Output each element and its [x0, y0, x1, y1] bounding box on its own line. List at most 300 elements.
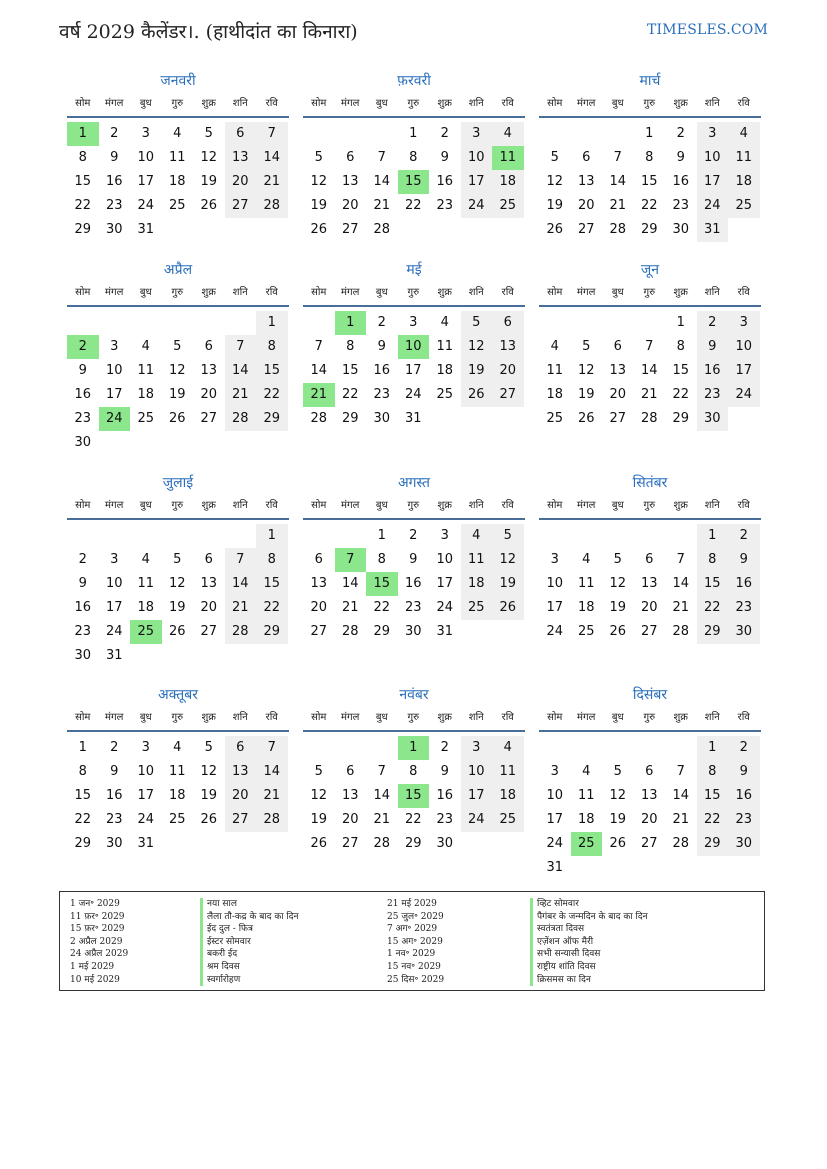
day-cell: 14	[225, 359, 257, 383]
day-cell: 4	[492, 736, 524, 760]
day-cell: 17	[105, 600, 123, 615]
weekday-label: रवि	[265, 712, 278, 723]
day-cell: 22	[74, 198, 92, 213]
day-cell: 20	[609, 387, 627, 402]
legend-date: 15 नव॰ 2029	[387, 961, 441, 972]
day-cell: 8	[256, 335, 288, 359]
day-cell: 2	[78, 552, 87, 567]
day-cell: 10	[105, 363, 123, 378]
day-cell: 12	[492, 548, 524, 572]
weekday-label: सोम	[75, 712, 91, 723]
day-cell: 6	[204, 339, 213, 354]
day-cell: 11	[577, 788, 595, 803]
day-cell: 22	[404, 812, 422, 827]
weekday-header	[303, 283, 525, 307]
day-cell: 21	[373, 198, 391, 213]
legend-dates-left	[70, 898, 190, 986]
day-cell: 18	[137, 600, 155, 615]
day-cell: 10	[546, 576, 564, 591]
weekday-label: बुध	[611, 287, 624, 298]
day-cell: 11	[137, 363, 155, 378]
day-cell: 18	[492, 784, 524, 808]
day-cell: 2	[728, 524, 760, 548]
legend-holiday-name: श्रम दिवस	[200, 961, 380, 974]
day-cell: 17	[546, 600, 564, 615]
day-cell: 14	[225, 572, 257, 596]
day-cell: 27	[640, 836, 658, 851]
day-cell: 29	[74, 836, 92, 851]
day-cell: 18	[168, 788, 186, 803]
day-cell: 30	[697, 407, 729, 431]
day-cell: 14	[373, 788, 391, 803]
day-cell: 17	[461, 784, 493, 808]
day-cell: 27	[640, 624, 658, 639]
day-cell: 4	[728, 122, 760, 146]
day-cell: 3	[440, 528, 449, 543]
weekday-label: मंगल	[577, 712, 596, 723]
legend-date: 7 अग॰ 2029	[387, 924, 438, 935]
weekday-label: बुध	[611, 712, 624, 723]
day-cell: 18	[577, 812, 595, 827]
day-cell: 3	[409, 315, 418, 330]
day-cell: 14	[310, 363, 328, 378]
day-cell: 4	[141, 552, 150, 567]
brand-link[interactable]: TIMESLES.COM	[647, 22, 768, 38]
day-cell: 10	[105, 576, 123, 591]
weekday-header	[303, 708, 525, 732]
day-cell: 2	[676, 126, 685, 141]
day-cell: 6	[645, 764, 654, 779]
day-cell: 7	[225, 548, 257, 572]
day-cell: 2	[409, 528, 418, 543]
day-cell: 5	[492, 524, 524, 548]
day-cell: 21	[341, 600, 359, 615]
day-cell: 20	[200, 387, 218, 402]
legend-holiday-name: स्वतंत्रता दिवस	[530, 923, 760, 936]
weekday-label: शुक्र	[673, 500, 688, 511]
weekday-label: रवि	[265, 500, 278, 511]
day-cell: 7	[256, 122, 288, 146]
day-cell: 9	[728, 760, 760, 784]
day-cell: 17	[105, 387, 123, 402]
day-cell: 11	[546, 363, 564, 378]
day-cell: 7	[256, 736, 288, 760]
day-cell: 10	[137, 764, 155, 779]
holiday-day-cell: 1	[335, 311, 367, 335]
day-cell: 16	[373, 363, 391, 378]
day-cell: 2	[377, 315, 386, 330]
day-cell: 1	[256, 524, 288, 548]
weekday-label: गुरु	[643, 500, 656, 511]
day-cell: 11	[168, 150, 186, 165]
day-cell: 13	[200, 576, 218, 591]
weekday-label: मंगल	[341, 712, 360, 723]
day-cell: 31	[546, 860, 564, 875]
day-cell: 11	[577, 576, 595, 591]
weekday-label: बुध	[375, 287, 388, 298]
day-cell: 30	[672, 222, 690, 237]
day-cell: 17	[137, 788, 155, 803]
holiday-day-cell: 1	[398, 736, 430, 760]
day-cell: 3	[550, 552, 559, 567]
weekday-label: शनि	[468, 98, 484, 109]
weekday-label: शुक्र	[437, 98, 452, 109]
weekday-label: गुरु	[643, 287, 656, 298]
month-calendar	[539, 70, 761, 262]
day-cell: 9	[676, 150, 685, 165]
weekday-label: शुक्र	[437, 712, 452, 723]
holiday-day-cell: 11	[492, 146, 524, 170]
day-cell: 5	[613, 552, 622, 567]
day-cell: 24	[546, 624, 564, 639]
day-cell: 15	[74, 788, 92, 803]
day-cell: 19	[609, 600, 627, 615]
day-grid	[539, 307, 761, 451]
legend-holiday-name: एज़ेंशन ऑफ मैरी	[530, 936, 760, 949]
day-cell: 28	[672, 624, 690, 639]
day-cell: 2	[110, 126, 119, 141]
month-calendar	[539, 684, 761, 876]
weekday-label: बुध	[611, 500, 624, 511]
day-cell: 19	[461, 359, 493, 383]
day-cell: 7	[314, 339, 323, 354]
day-cell: 16	[105, 788, 123, 803]
legend-date: 15 अग॰ 2029	[387, 936, 443, 947]
day-cell: 21	[373, 812, 391, 827]
day-cell: 22	[373, 600, 391, 615]
day-cell: 15	[640, 174, 658, 189]
weekday-label: रवि	[737, 98, 750, 109]
day-cell: 29	[373, 624, 391, 639]
day-cell: 5	[173, 552, 182, 567]
weekday-label: गुरु	[407, 287, 420, 298]
weekday-label: गुरु	[171, 98, 184, 109]
weekday-label: सोम	[311, 500, 327, 511]
weekday-label: शुक्र	[201, 712, 216, 723]
day-cell: 18	[168, 174, 186, 189]
day-cell: 4	[461, 524, 493, 548]
day-cell: 16	[105, 174, 123, 189]
day-cell: 12	[168, 576, 186, 591]
weekday-label: सोम	[75, 500, 91, 511]
weekday-header	[303, 94, 525, 118]
day-cell: 19	[577, 387, 595, 402]
day-cell: 9	[78, 363, 87, 378]
day-cell: 12	[310, 788, 328, 803]
day-cell: 21	[609, 198, 627, 213]
day-cell: 17	[546, 812, 564, 827]
day-cell: 23	[404, 600, 422, 615]
day-cell: 5	[613, 764, 622, 779]
day-cell: 18	[577, 600, 595, 615]
weekday-header	[67, 708, 289, 732]
day-cell: 22	[672, 387, 690, 402]
weekday-label: शनि	[468, 500, 484, 511]
day-cell: 23	[672, 198, 690, 213]
day-cell: 27	[200, 411, 218, 426]
day-cell: 6	[225, 122, 257, 146]
day-cell: 12	[461, 335, 493, 359]
weekday-label: बुध	[375, 500, 388, 511]
month-name: अगस्त	[397, 475, 430, 491]
day-cell: 17	[461, 170, 493, 194]
day-cell: 26	[168, 411, 186, 426]
day-cell: 5	[204, 740, 213, 755]
legend-holiday-name: क्रिसमस का दिन	[530, 974, 760, 987]
weekday-header	[67, 94, 289, 118]
day-cell: 1	[409, 126, 418, 141]
day-cell: 25	[492, 808, 524, 832]
day-cell: 20	[225, 784, 257, 808]
day-cell: 15	[256, 572, 288, 596]
day-cell: 21	[256, 784, 288, 808]
day-cell: 26	[200, 198, 218, 213]
day-cell: 1	[78, 740, 87, 755]
legend-date: 1 जन॰ 2029	[70, 899, 120, 909]
weekday-label: शुक्र	[201, 287, 216, 298]
weekday-label: शनि	[232, 500, 248, 511]
weekday-header	[303, 496, 525, 520]
day-cell: 3	[110, 339, 119, 354]
day-cell: 17	[137, 174, 155, 189]
day-cell: 16	[74, 600, 92, 615]
day-cell: 12	[200, 764, 218, 779]
day-cell: 18	[137, 387, 155, 402]
day-cell: 15	[256, 359, 288, 383]
day-grid	[539, 118, 761, 262]
holiday-legend	[59, 891, 765, 991]
day-cell: 5	[204, 126, 213, 141]
weekday-label: बुध	[139, 98, 152, 109]
day-cell: 4	[550, 339, 559, 354]
month-calendar	[67, 684, 289, 876]
day-cell: 11	[728, 146, 760, 170]
day-cell: 20	[341, 198, 359, 213]
day-cell: 4	[141, 339, 150, 354]
weekday-label: रवि	[265, 287, 278, 298]
day-cell: 14	[609, 174, 627, 189]
day-cell: 5	[461, 311, 493, 335]
legend-date: 1 मई 2029	[70, 961, 115, 972]
day-cell: 19	[609, 812, 627, 827]
day-cell: 7	[676, 764, 685, 779]
day-cell: 11	[461, 548, 493, 572]
day-cell: 8	[409, 150, 418, 165]
weekday-label: सोम	[547, 712, 563, 723]
day-cell: 4	[173, 740, 182, 755]
day-cell: 15	[697, 572, 729, 596]
day-cell: 19	[546, 198, 564, 213]
day-cell: 14	[256, 146, 288, 170]
day-cell: 30	[373, 411, 391, 426]
weekday-label: शुक्र	[201, 500, 216, 511]
month-calendar	[303, 259, 525, 451]
day-cell: 21	[225, 596, 257, 620]
day-cell: 27	[310, 624, 328, 639]
day-cell: 12	[200, 150, 218, 165]
day-cell: 2	[440, 126, 449, 141]
day-cell: 9	[78, 576, 87, 591]
holiday-day-cell: 2	[67, 335, 99, 359]
day-cell: 5	[314, 764, 323, 779]
day-cell: 26	[310, 836, 328, 851]
day-cell: 9	[440, 764, 449, 779]
day-cell: 25	[728, 194, 760, 218]
weekday-label: गुरु	[643, 712, 656, 723]
weekday-label: मंगल	[105, 500, 124, 511]
weekday-label: मंगल	[577, 500, 596, 511]
weekday-header	[539, 94, 761, 118]
day-cell: 20	[200, 600, 218, 615]
day-cell: 9	[377, 339, 386, 354]
day-cell: 5	[550, 150, 559, 165]
day-cell: 23	[74, 624, 92, 639]
day-cell: 31	[137, 836, 155, 851]
day-cell: 6	[314, 552, 323, 567]
day-grid	[303, 732, 525, 876]
day-cell: 9	[110, 150, 119, 165]
day-cell: 12	[609, 576, 627, 591]
day-cell: 17	[404, 363, 422, 378]
day-cell: 12	[609, 788, 627, 803]
day-cell: 26	[492, 596, 524, 620]
day-cell: 7	[377, 150, 386, 165]
day-grid	[67, 307, 289, 451]
day-cell: 6	[645, 552, 654, 567]
day-cell: 14	[341, 576, 359, 591]
weekday-header	[539, 496, 761, 520]
day-cell: 3	[461, 736, 493, 760]
day-cell: 21	[640, 387, 658, 402]
day-cell: 26	[577, 411, 595, 426]
day-cell: 7	[225, 335, 257, 359]
day-cell: 13	[200, 363, 218, 378]
day-cell: 4	[173, 126, 182, 141]
weekday-label: शुक्र	[673, 712, 688, 723]
month-name: दिसंबर	[632, 687, 668, 703]
weekday-header	[539, 283, 761, 307]
weekday-label: शुक्र	[201, 98, 216, 109]
month-name: नवंबर	[399, 687, 429, 703]
day-cell: 27	[200, 624, 218, 639]
weekday-label: शनि	[232, 287, 248, 298]
day-cell: 24	[461, 194, 493, 218]
day-cell: 28	[256, 194, 288, 218]
day-cell: 8	[346, 339, 355, 354]
day-cell: 11	[436, 339, 454, 354]
day-grid	[303, 307, 525, 451]
day-cell: 8	[256, 548, 288, 572]
weekday-label: सोम	[75, 98, 91, 109]
month-name: जुलाई	[162, 475, 194, 491]
day-cell: 19	[200, 788, 218, 803]
day-cell: 8	[697, 760, 729, 784]
day-cell: 2	[440, 740, 449, 755]
day-cell: 12	[310, 174, 328, 189]
day-cell: 11	[168, 764, 186, 779]
month-calendar	[539, 259, 761, 451]
weekday-label: सोम	[311, 287, 327, 298]
weekday-label: सोम	[547, 287, 563, 298]
month-calendar	[539, 472, 761, 664]
legend-date: 11 फ़र॰ 2029	[70, 911, 125, 922]
day-cell: 6	[346, 150, 355, 165]
day-cell: 3	[110, 552, 119, 567]
day-cell: 29	[697, 832, 729, 856]
month-calendar	[303, 684, 525, 876]
legend-date: 10 मई 2029	[70, 974, 120, 985]
day-cell: 8	[409, 764, 418, 779]
day-cell: 11	[492, 760, 524, 784]
day-cell: 4	[582, 552, 591, 567]
day-cell: 6	[492, 311, 524, 335]
weekday-label: शनि	[232, 712, 248, 723]
day-cell: 1	[645, 126, 654, 141]
month-calendar	[67, 472, 289, 664]
day-cell: 28	[310, 411, 328, 426]
day-cell: 9	[440, 150, 449, 165]
day-cell: 4	[440, 315, 449, 330]
holiday-day-cell: 1	[67, 122, 99, 146]
day-grid	[539, 732, 761, 876]
weekday-label: गुरु	[171, 287, 184, 298]
legend-holiday-name: नया साल	[200, 898, 380, 911]
weekday-label: बुध	[375, 98, 388, 109]
day-cell: 22	[404, 198, 422, 213]
day-cell: 8	[676, 339, 685, 354]
legend-holiday-name: स्वर्गारोहण	[200, 974, 380, 987]
day-cell: 23	[105, 198, 123, 213]
weekday-label: शुक्र	[673, 287, 688, 298]
day-cell: 11	[137, 576, 155, 591]
day-cell: 12	[168, 363, 186, 378]
day-cell: 24	[697, 194, 729, 218]
day-cell: 8	[697, 548, 729, 572]
weekday-header	[67, 496, 289, 520]
day-cell: 20	[341, 812, 359, 827]
day-cell: 30	[105, 836, 123, 851]
day-cell: 26	[609, 624, 627, 639]
day-cell: 6	[582, 150, 591, 165]
month-name: अक्तूबर	[158, 687, 198, 703]
day-cell: 23	[697, 383, 729, 407]
weekday-label: गुरु	[171, 500, 184, 511]
holiday-day-cell: 25	[571, 832, 603, 856]
day-cell: 8	[645, 150, 654, 165]
month-name: जून	[640, 262, 660, 278]
weekday-label: सोम	[75, 287, 91, 298]
day-cell: 8	[78, 150, 87, 165]
weekday-label: मंगल	[341, 500, 360, 511]
weekday-label: रवि	[501, 712, 514, 723]
day-grid	[303, 520, 525, 664]
day-cell: 22	[640, 198, 658, 213]
day-cell: 1	[697, 736, 729, 760]
day-cell: 22	[74, 812, 92, 827]
day-cell: 13	[640, 788, 658, 803]
day-cell: 23	[728, 596, 760, 620]
weekday-label: बुध	[375, 712, 388, 723]
day-cell: 21	[672, 600, 690, 615]
day-cell: 16	[436, 174, 454, 189]
day-cell: 14	[640, 363, 658, 378]
day-cell: 2	[110, 740, 119, 755]
holiday-day-cell: 21	[303, 383, 335, 407]
day-cell: 13	[225, 760, 257, 784]
day-cell: 20	[492, 359, 524, 383]
day-cell: 14	[672, 576, 690, 591]
day-cell: 20	[225, 170, 257, 194]
